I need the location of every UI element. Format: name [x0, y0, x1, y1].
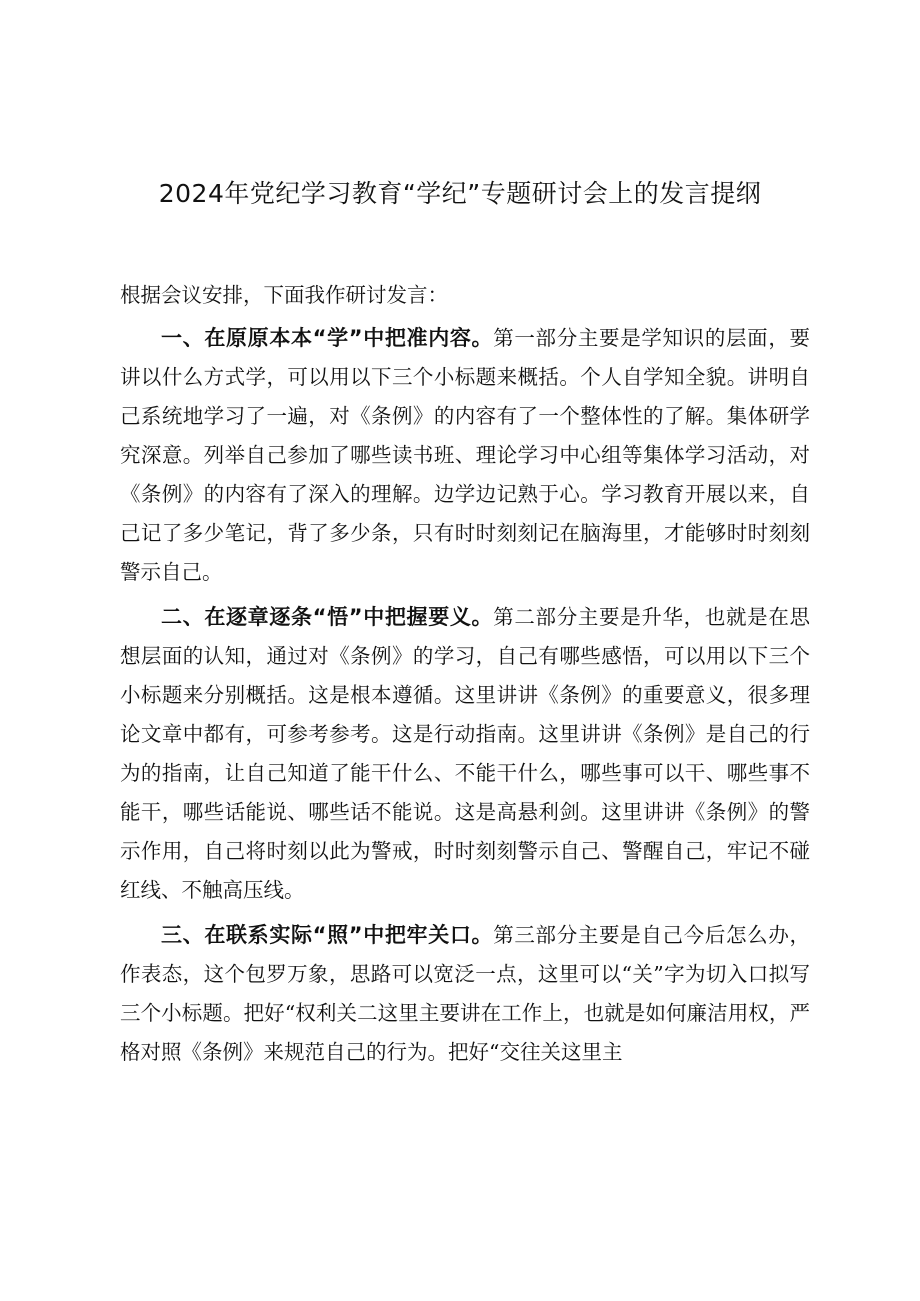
section-3-text: 第三部分主要是自己今后怎么办，作表态，这个包罗万象，思路可以宽泛一点，这里可以“关”字为切入口拟写三个小标题。把好“权利关二这里主要讲在工作上，也就是如何廉洁用权，严格对照《条例》来规范自己的行为。把好“交往关这里主 — [120, 923, 811, 1064]
intro-paragraph: 根据会议安排，下面我作研讨发言： — [120, 283, 448, 307]
section-2-paragraph — [120, 598, 810, 910]
section-3-paragraph — [120, 916, 810, 1072]
section-3-heading: 三、在联系实际“照”中把牢关口。 — [161, 923, 494, 947]
document-body — [120, 276, 810, 1078]
section-1-text: 第一部分主要是学知识的层面，要讲以什么方式学，可以用以下三个小标题来概括。个人自学知全貌。讲明自己系统地学习了一遍，对《条例》的内容有了一个整体性的了解。集体研学究深意。列举自己参加了哪些读书班、理论学习中心组等集体学习活动，对《条例》的内容有了深入的理解。边学边记熟于心。学习教育开展以来，自己记了多少笔记，背了多少条，只有时时刻刻记在脑海里，才能够时时刻刻警示自己。 — [120, 326, 811, 584]
section-1-heading: 一、在原原本本“学”中把准内容。 — [161, 326, 494, 350]
section-2-heading: 二、在逐章逐条“悟”中把握要义。 — [161, 605, 494, 629]
section-1-paragraph — [120, 319, 810, 592]
document-title: 2024年党纪学习教育“学纪”专题研讨会上的发言提纲 — [158, 179, 762, 208]
section-2-text: 第二部分主要是升华，也就是在思想层面的认知，通过对《条例》的学习，自己有哪些感悟，可以用以下三个小标题来分别概括。这是根本遵循。这里讲讲《条例》的重要意义，很多理论文章中都有，可参考参考。这是行动指南。这里讲讲《条例》是自己的行为的指南，让自己知道了能干什么、不能干什么，哪些事可以干、哪些事不能干，哪些话能说、哪些话不能说。这是高悬利剑。这里讲讲《条例》的警示作用，自己将时刻以此为警戒，时时刻刻警示自己、警醒自己，牢记不碰红线、不触高压线。 — [120, 605, 811, 902]
